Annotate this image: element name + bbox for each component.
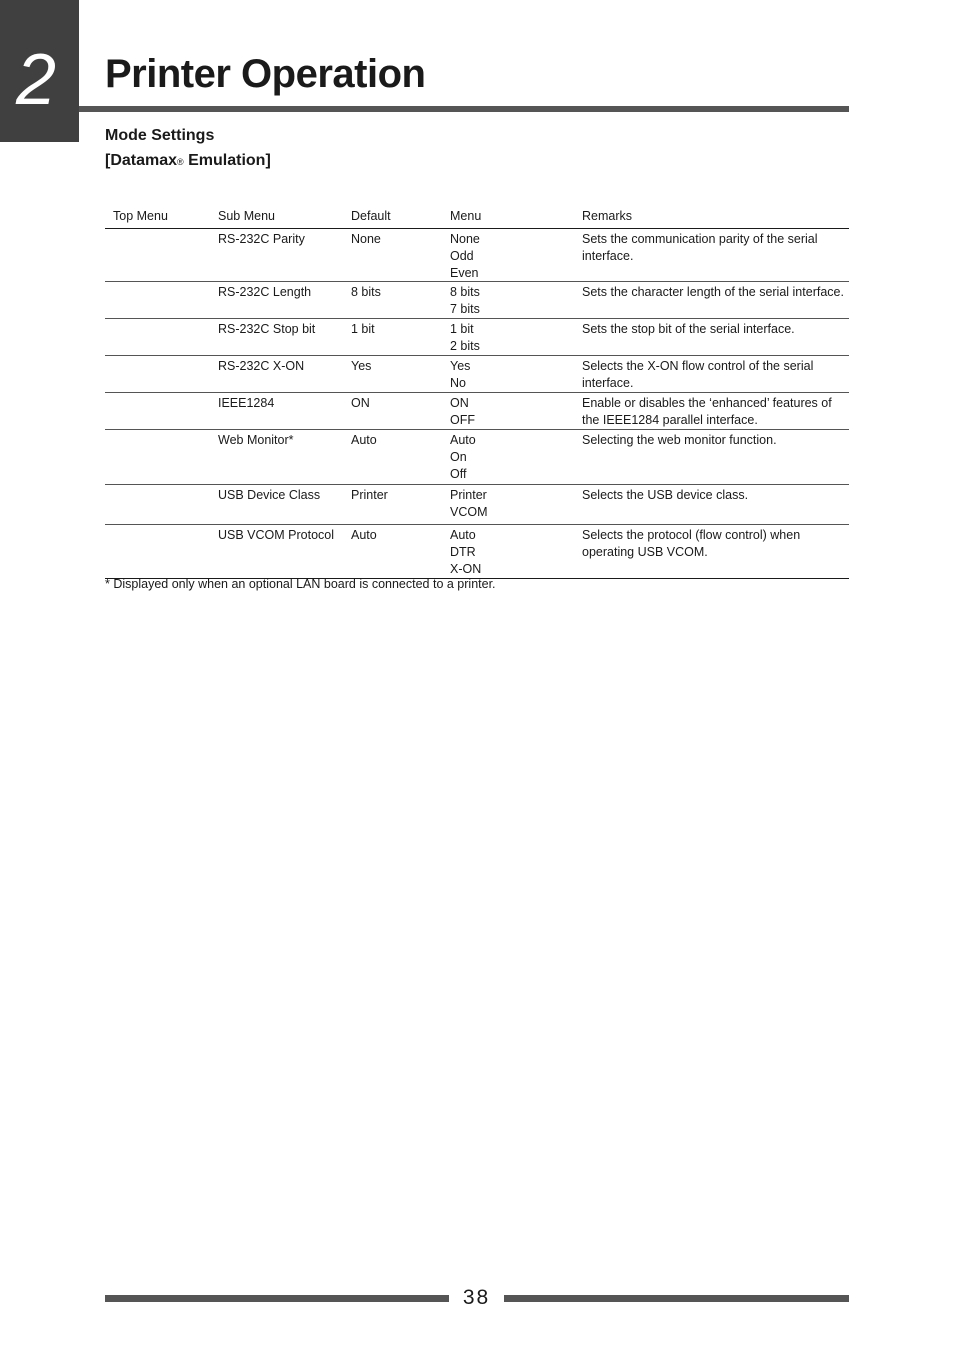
header-default: Default — [351, 209, 391, 223]
cell-menu — [450, 527, 481, 577]
cell-remarks: Sets the stop bit of the serial interface. — [582, 322, 795, 336]
cell-remarks: Sets the character length of the serial interface. — [582, 285, 844, 299]
cell-menu — [450, 321, 480, 355]
menu-option: On — [450, 449, 467, 464]
chapter-number: 2 — [16, 40, 57, 120]
cell-remarks: Selecting the web monitor function. — [582, 433, 777, 447]
cell-sub-menu: Web Monitor* — [218, 433, 294, 447]
footer-rule-left — [105, 1295, 449, 1302]
cell-sub-menu: RS-232C Stop bit — [218, 322, 316, 336]
cell-default: Auto — [351, 433, 377, 447]
section-heading-line2 — [105, 148, 271, 173]
menu-option: DTR — [450, 544, 476, 559]
header-sub-menu: Sub Menu — [218, 209, 275, 223]
cell-menu — [450, 284, 480, 318]
menu-option: Printer — [450, 488, 487, 502]
menu-option: Yes — [450, 359, 471, 373]
menu-option: 1 bit — [450, 322, 474, 336]
menu-option: No — [450, 375, 466, 390]
cell-sub-menu: RS-232C X-ON — [218, 359, 305, 373]
cell-remarks: Selects the protocol (flow control) when operating USB VCOM. — [582, 528, 801, 559]
menu-option: ON — [450, 396, 469, 410]
cell-remarks: Selects the X-ON flow control of the serial interface. — [582, 359, 814, 390]
menu-option: 7 bits — [450, 301, 480, 316]
cell-menu — [450, 231, 480, 281]
cell-sub-menu: RS-232C Length — [218, 285, 312, 299]
table-row — [105, 393, 849, 430]
menu-option: Auto — [450, 528, 476, 542]
section-heading — [105, 123, 271, 173]
title-rule — [79, 106, 849, 112]
heading-suffix: Emulation] — [183, 152, 271, 169]
settings-table — [105, 206, 849, 579]
menu-option: None — [450, 232, 480, 246]
page-number: 38 — [462, 1286, 491, 1309]
table-body — [105, 229, 849, 579]
menu-option: Off — [450, 466, 467, 481]
footer-rule-right — [504, 1295, 849, 1302]
cell-menu — [450, 432, 476, 482]
cell-remarks: Selects the USB device class. — [582, 488, 749, 502]
table-row — [105, 229, 849, 282]
cell-sub-menu: USB Device Class — [218, 488, 321, 502]
cell-default: None — [351, 232, 381, 246]
cell-remarks: Sets the communication parity of the serial interface. — [582, 232, 818, 263]
table-header — [105, 206, 849, 229]
menu-option: 8 bits — [450, 285, 480, 299]
heading-prefix: [Datamax — [105, 152, 178, 169]
footnote: * Displayed only when an optional LAN board is connected to a printer. — [105, 577, 496, 591]
cell-default: Printer — [351, 488, 388, 502]
cell-remarks: Enable or disables the ‘enhanced’ features of the IEEE1284 parallel interface. — [582, 396, 832, 427]
cell-menu — [450, 358, 470, 392]
table-row — [105, 356, 849, 393]
cell-menu — [450, 487, 488, 521]
cell-default: 1 bit — [351, 322, 375, 336]
header-remarks: Remarks — [582, 209, 633, 223]
section-heading-line1: Mode Settings — [105, 127, 215, 144]
menu-option: X-ON — [450, 561, 482, 576]
table-row — [105, 282, 849, 319]
header-top-menu: Top Menu — [113, 209, 168, 223]
cell-default: Yes — [351, 359, 372, 373]
cell-default: ON — [351, 396, 370, 410]
table-row — [105, 319, 849, 356]
table-row — [105, 525, 849, 579]
menu-option: Even — [450, 265, 479, 280]
cell-default: 8 bits — [351, 285, 381, 299]
menu-option: Auto — [450, 433, 476, 447]
menu-option: 2 bits — [450, 338, 480, 353]
table-row — [105, 485, 849, 525]
table-row — [105, 430, 849, 485]
page-title: Printer Operation — [105, 52, 426, 96]
chapter-tab — [0, 0, 79, 142]
cell-sub-menu: IEEE1284 — [218, 396, 275, 410]
cell-menu — [450, 395, 475, 429]
cell-sub-menu: RS-232C Parity — [218, 232, 305, 246]
cell-default: Auto — [351, 528, 377, 542]
header-menu: Menu — [450, 209, 482, 223]
registered-mark: ® — [177, 157, 184, 167]
menu-option: Odd — [450, 248, 474, 263]
menu-option: VCOM — [450, 504, 488, 519]
cell-sub-menu: USB VCOM Protocol — [218, 528, 335, 542]
menu-option: OFF — [450, 412, 475, 427]
